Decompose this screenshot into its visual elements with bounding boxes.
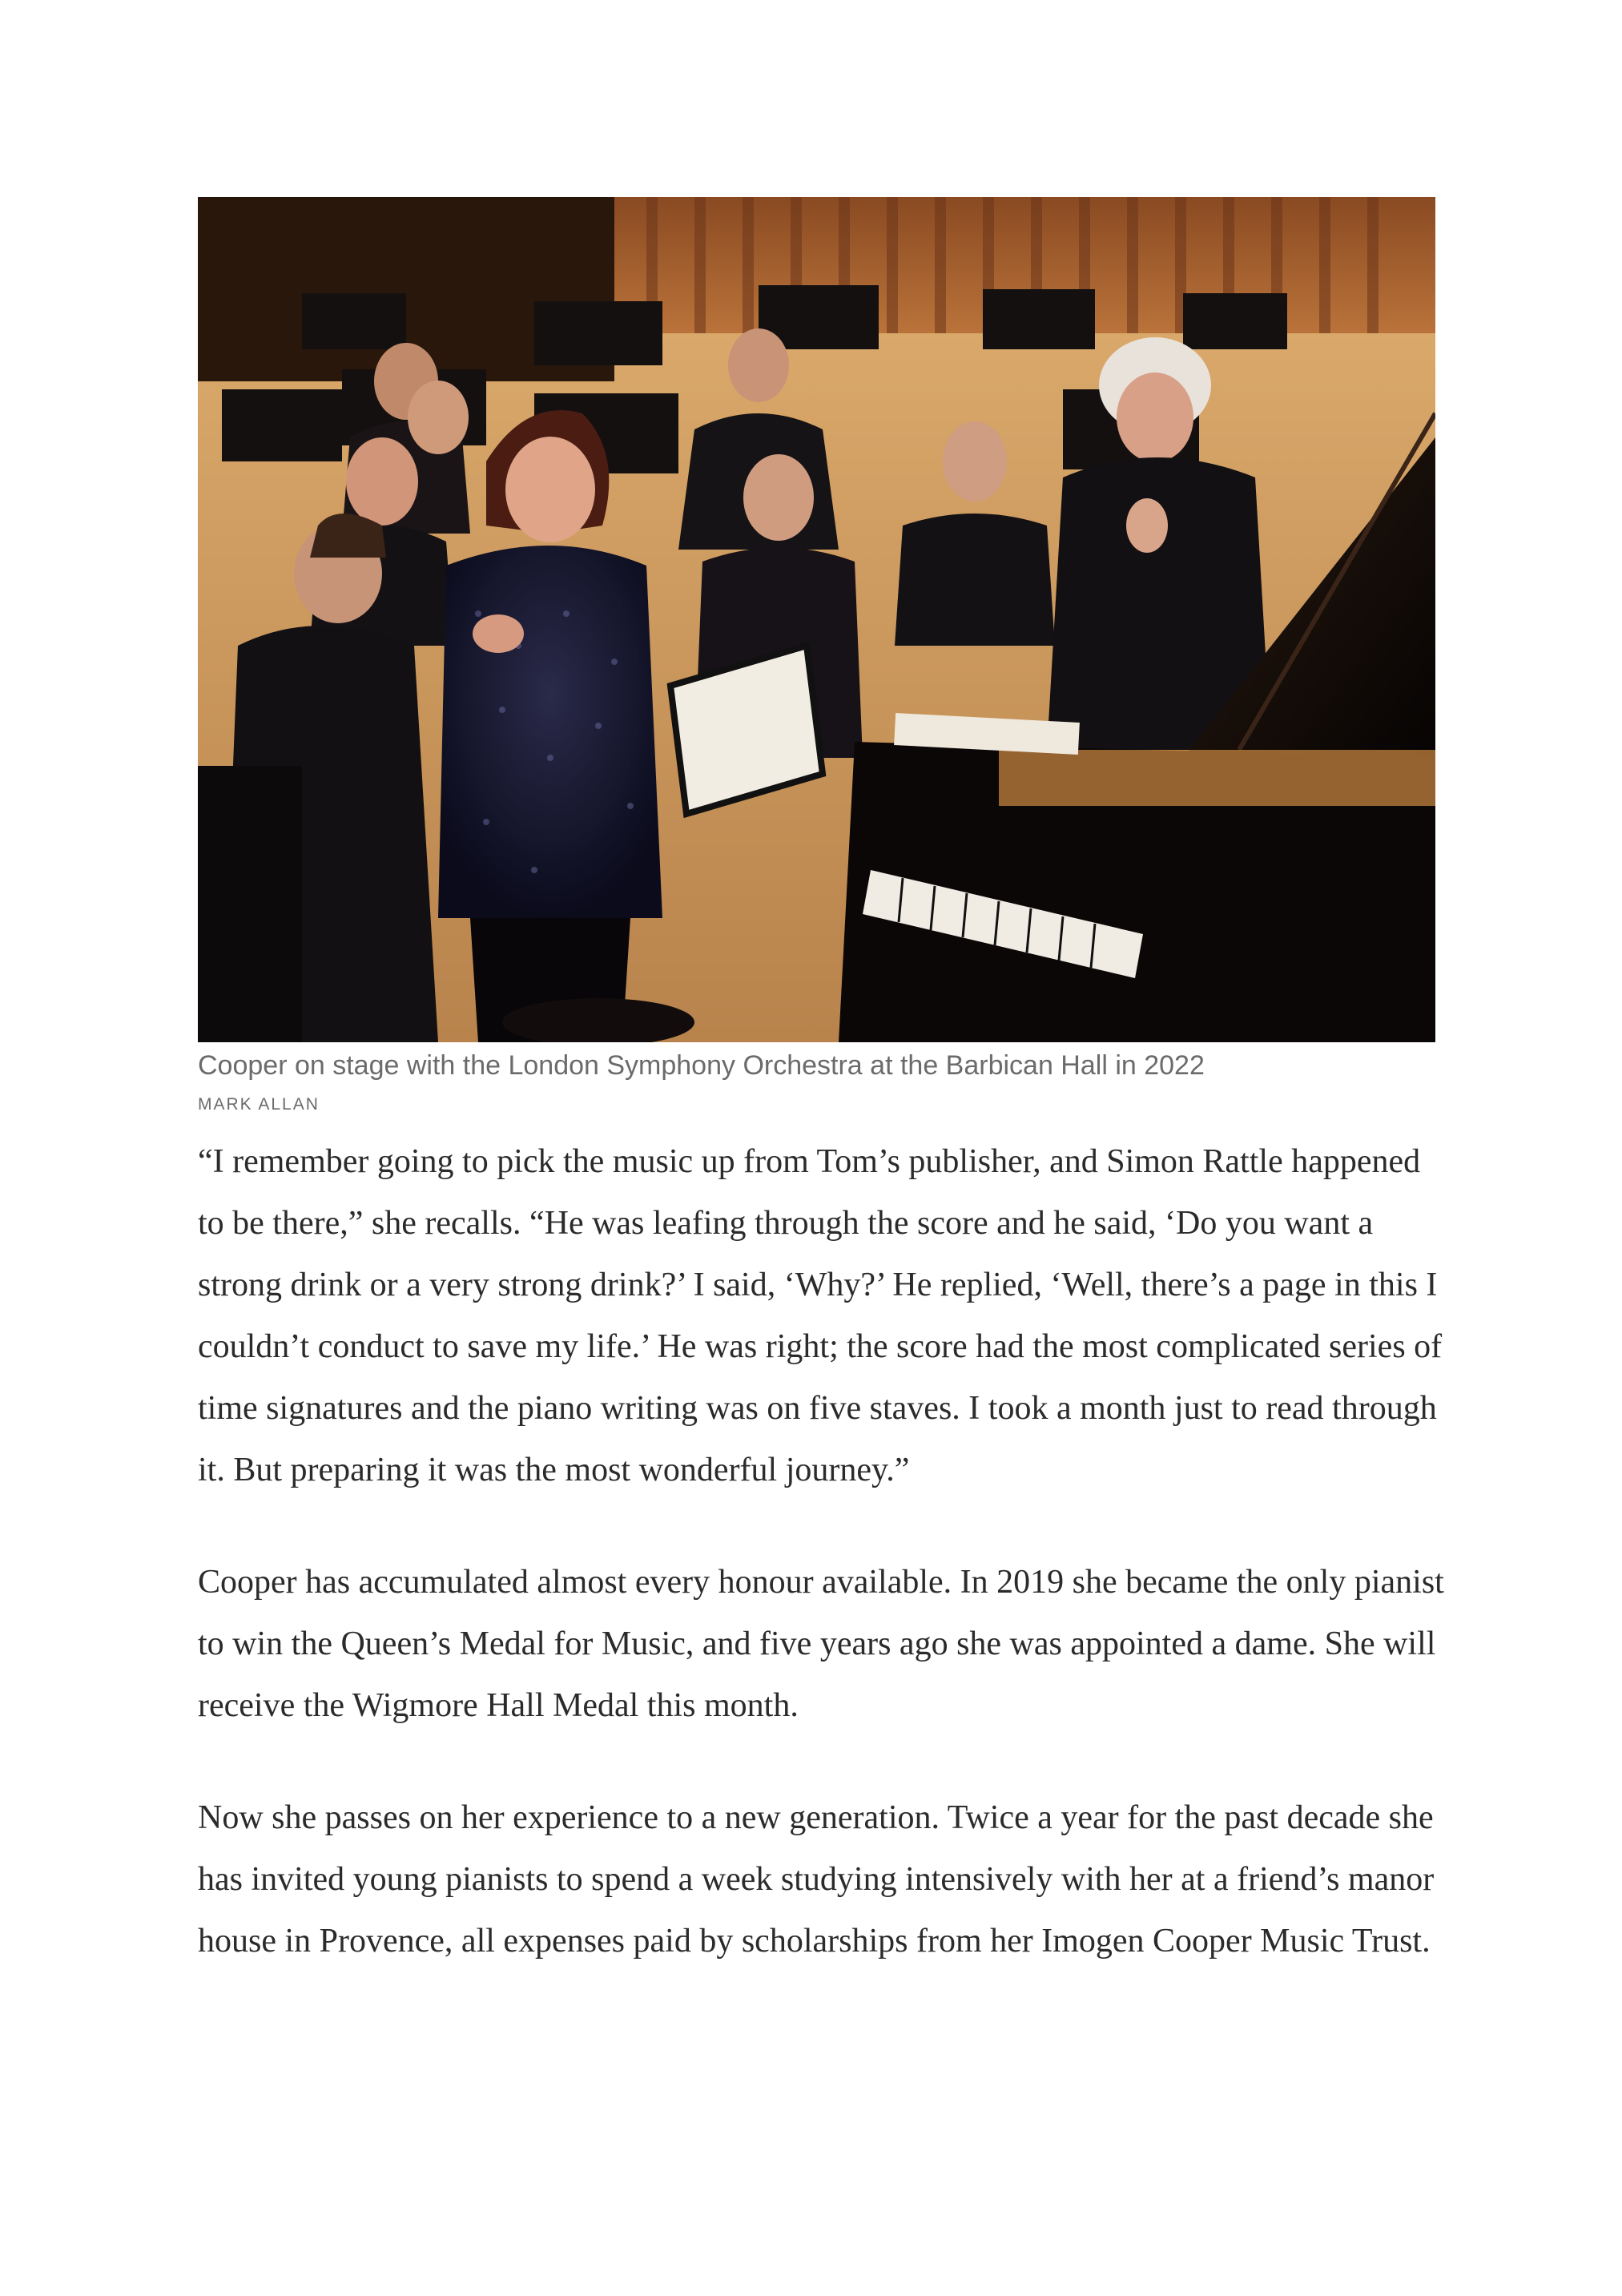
concert-photo bbox=[198, 197, 1435, 1042]
article-body bbox=[198, 1131, 1447, 2023]
photo-credit: MARK ALLAN bbox=[198, 1095, 320, 1114]
photo-caption: Cooper on stage with the London Symphony Orchestra at the Barbican Hall in 2022 bbox=[198, 1050, 1205, 1081]
concert-photo-illustration bbox=[198, 197, 1435, 1042]
article-paragraph: Cooper has accumulated almost every honour available. In 2019 she became the only pianist to win the Queen’s Medal for Music, and five years ago she was appointed a dame. She will receive the Wigmore Hall Medal this month. bbox=[198, 1564, 1444, 1724]
article-paragraph: “I remember going to pick the music up from Tom’s publisher, and Simon Rattle happened to be there,” she recalls. “He was leafing through the score and he said, ‘Do you want a strong drink or a very strong drink?’ I said, ‘Why?’ He replied, ‘Well, there’s a page in this I couldn’t conduct to save my life.’ He was right; the score had the most complicated series of time signatures and the piano writing was on five staves. I took a month just to read through it. But preparing it was the most wonderful journey.” bbox=[198, 1143, 1443, 1488]
article-paragraph: Now she passes on her experience to a new generation. Twice a year for the past decade she has invited young pianists to spend a week studying intensively with her at a friend’s manor house in Provence, all expenses paid by scholarships from her Imogen Cooper Music Trust. bbox=[198, 1799, 1435, 1960]
